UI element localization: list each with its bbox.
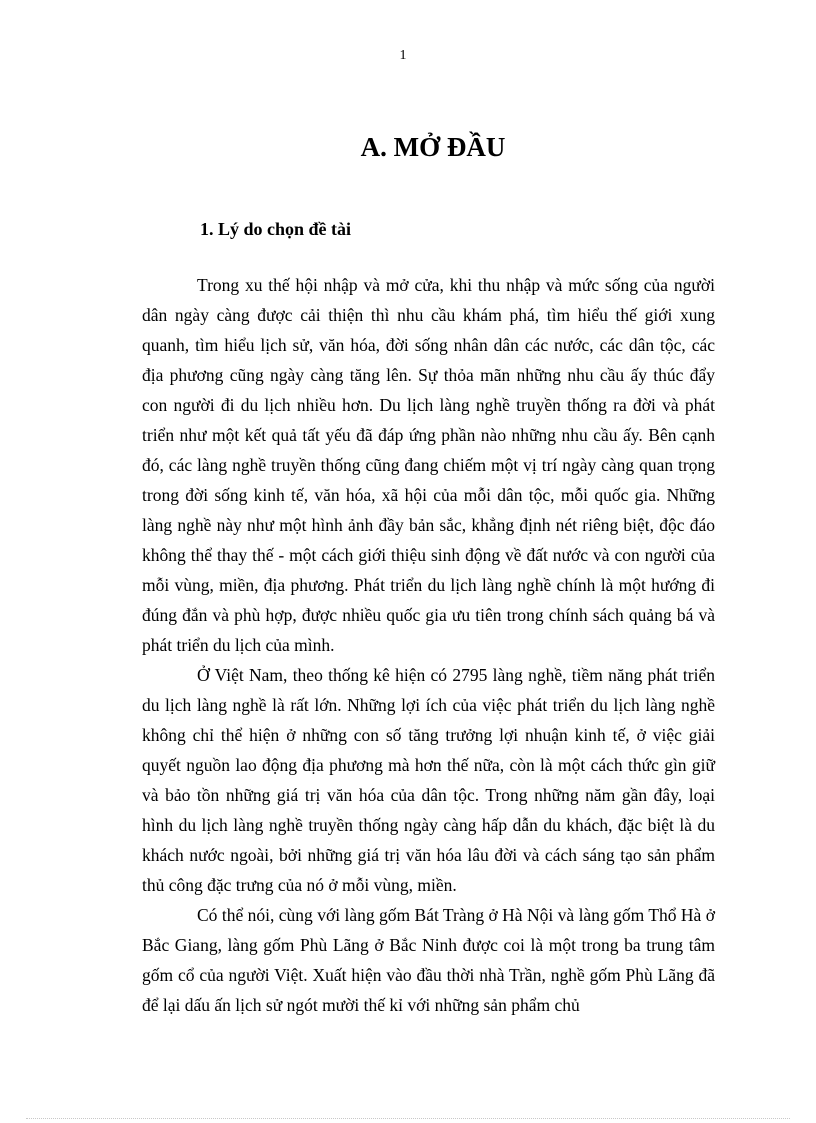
paragraph-3: Có thể nói, cùng với làng gốm Bát Tràng ở Hà Nội và làng gốm Thổ Hà ở Bắc Giang, làng gốm Phù Lãng ở Bắc Ninh được coi là một trong ba trung tâm gốm cổ của người Việt. Xuất hiện vào đầu thời nhà Trần, nghề gốm Phù Lãng đã để lại dấu ấn lịch sử ngót mười thế kỉ với những sản phẩm chủ <box>142 905 715 1015</box>
section-heading: 1. Lý do chọn đề tài <box>200 219 352 239</box>
chapter-title: A. MỞ ĐẦU <box>360 132 506 162</box>
body-text <box>142 270 715 1020</box>
paragraph-2: Ở Việt Nam, theo thống kê hiện có 2795 làng nghề, tiềm năng phát triển du lịch làng nghề là rất lớn. Những lợi ích của việc phát triển du lịch làng nghề không chỉ thể hiện ở những con số tăng trưởng lợi nhuận kinh tế, ở việc giải quyết nguồn lao động địa phương mà hơn thế nữa, còn là một cách thức gìn giữ và bảo tồn những giá trị văn hóa của dân tộc. Trong những năm gần đây, loại hình du lịch làng nghề truyền thống ngày càng hấp dẫn du khách, đặc biệt là du khách nước ngoài, bởi những giá trị văn hóa lâu đời và cách sáng tạo sản phẩm thủ công đặc trưng của nó ở mỗi vùng, miền. <box>142 665 715 895</box>
page-bottom-border <box>26 1118 790 1119</box>
page-number: 1 <box>399 48 407 63</box>
paragraph-1: Trong xu thế hội nhập và mở cửa, khi thu nhập và mức sống của người dân ngày càng được cải thiện thì nhu cầu khám phá, tìm hiểu thế giới xung quanh, tìm hiểu lịch sử, văn hóa, đời sống nhân dân các nước, các dân tộc, các địa phương cũng ngày càng tăng lên. Sự thỏa mãn những nhu cầu ấy thúc đẩy con người đi du lịch nhiều hơn. Du lịch làng nghề truyền thống ra đời và phát triển như một kết quả tất yếu đã đáp ứng phần nào những nhu cầu ấy. Bên cạnh đó, các làng nghề truyền thống cũng đang chiếm một vị trí ngày càng quan trọng trong đời sống kinh tế, văn hóa, xã hội của mỗi dân tộc, mỗi quốc gia. Những làng nghề này như một hình ảnh đầy bản sắc, khẳng định nét riêng biệt, độc đáo không thể thay thế - một cách giới thiệu sinh động về đất nước và con người của mỗi vùng, miền, địa phương. Phát triển du lịch làng nghề chính là một hướng đi đúng đắn và phù hợp, được nhiều quốc gia ưu tiên trong chính sách quảng bá và phát triển du lịch của mình. <box>142 275 715 655</box>
